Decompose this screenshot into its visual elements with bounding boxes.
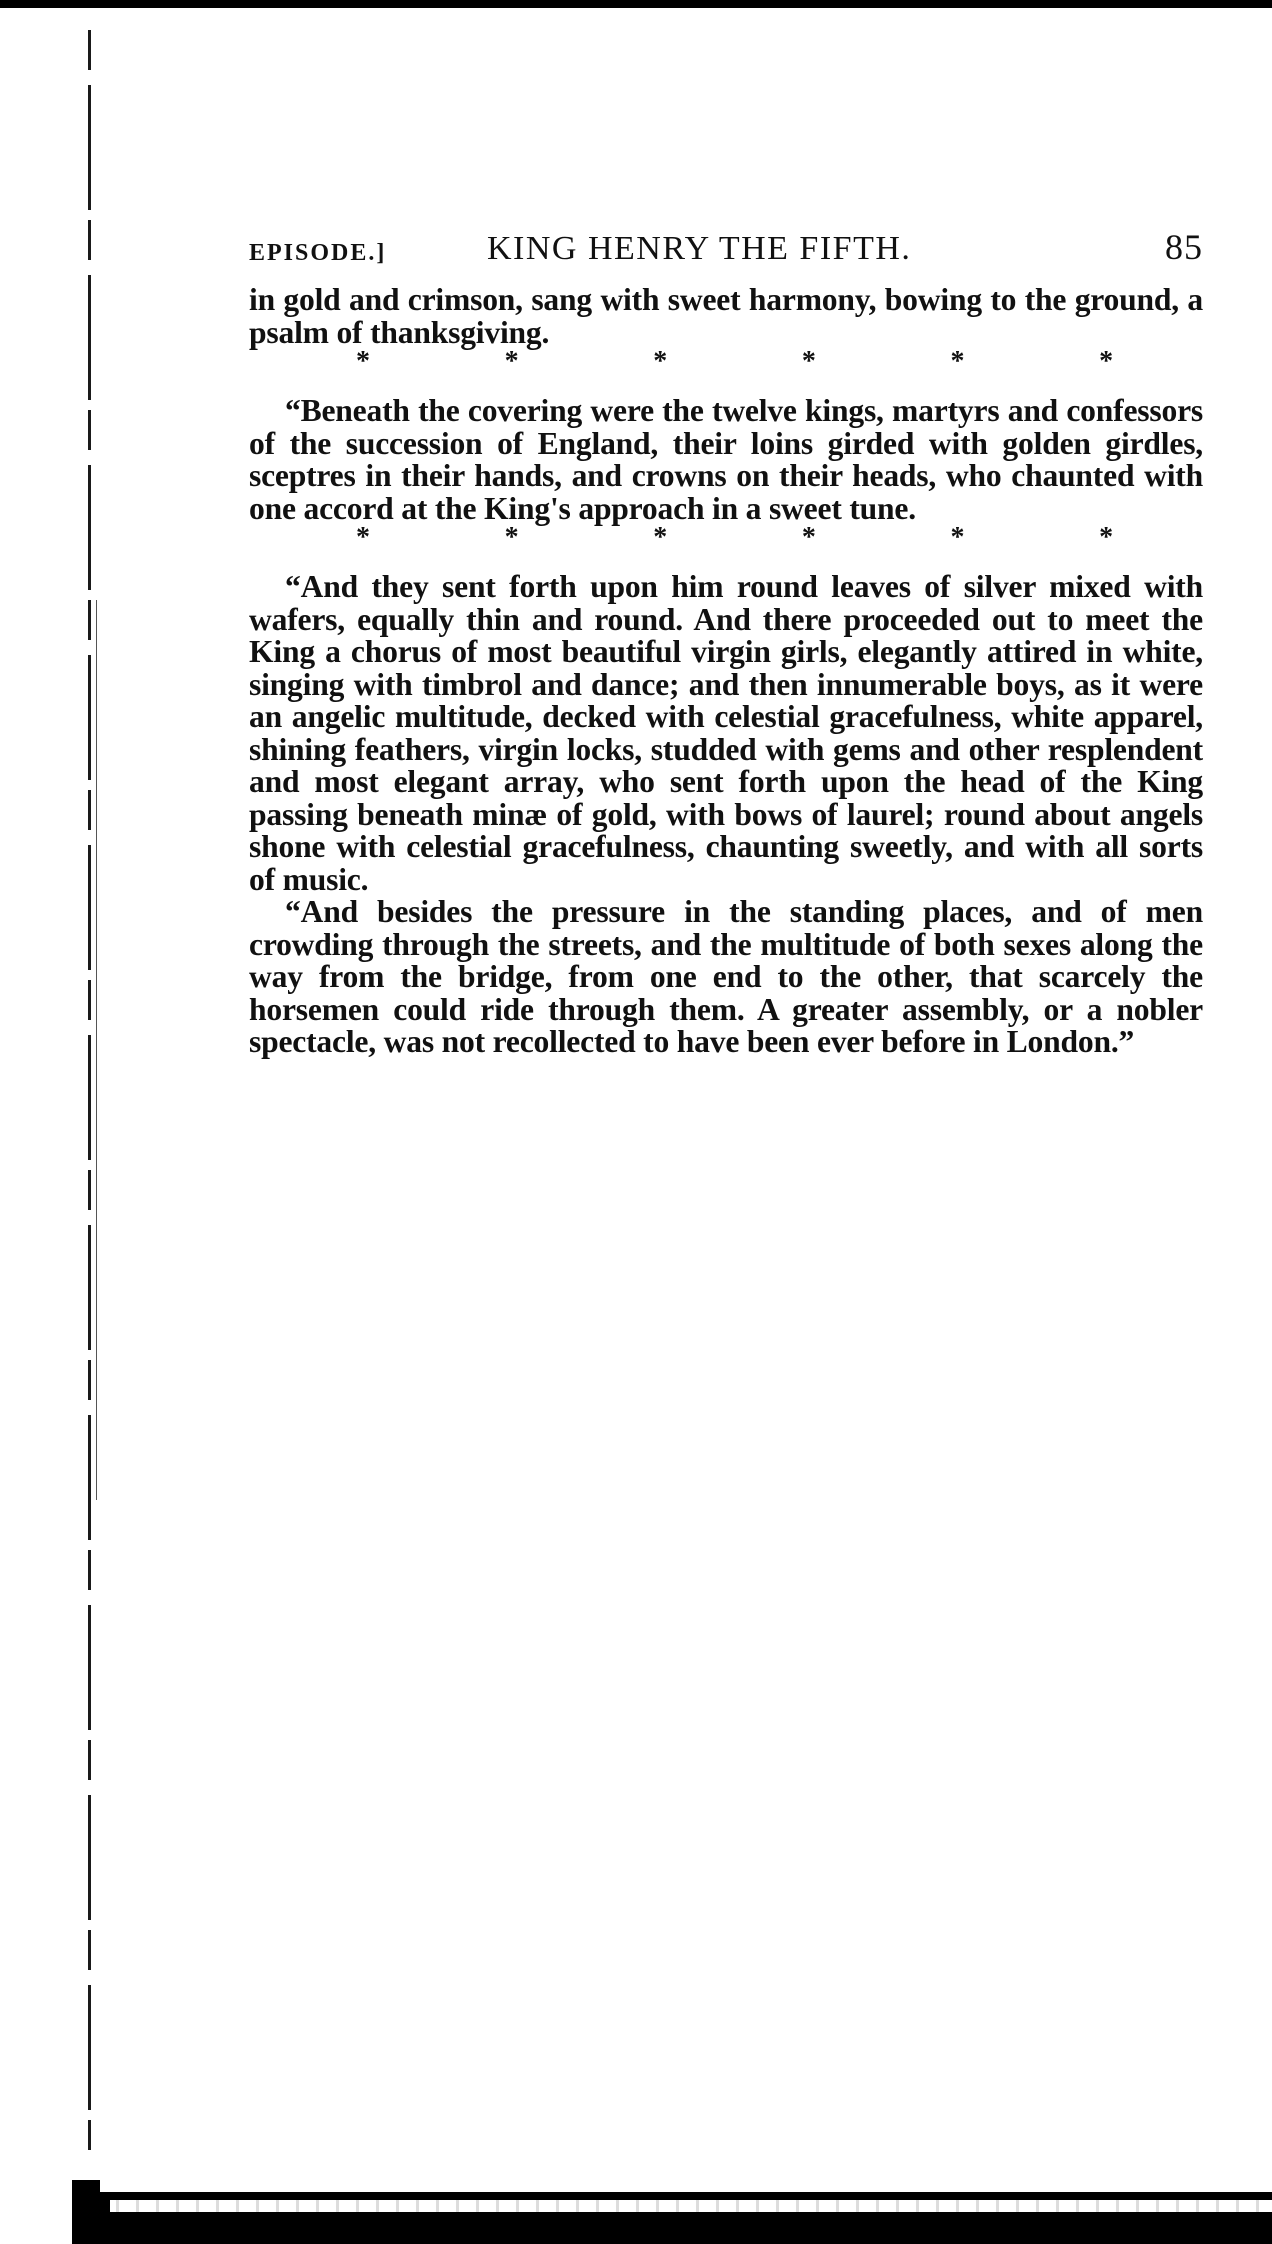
ellipsis-mark: * [356,346,370,377]
paragraph-3: “And they sent forth upon him round leaves of silver mixed with wafers, equally thin and round. And there proceeded out to meet the King a chorus of most beautiful virgin girls, elegantly attired in white, singing with timbrol and dance; and then innumerable boys, as it were an angelic multitude, decked with celestial gracefulness, white apparel, shining feathers, virgin locks, studded with gems and other resplendent and most elegant array, who sent forth upon the head of the King passing beneath minæ of gold, with bows of laurel; round about angels shone with celestial gracefulness, chaunting sweetly, and with all sorts of music. [249,569,1203,897]
binding-gutter-line-thin [96,600,97,1500]
running-head [249,226,1203,274]
page-top-border [0,0,1272,8]
binding-gutter-line [88,30,91,2150]
page-number: 85 [1165,227,1203,267]
ellipsis-mark: * [504,346,519,377]
ellipsis-mark: * [653,522,668,553]
ellipsis-mark: * [653,346,668,377]
paragraph-2: “Beneath the covering were the twelve kings, martyrs and confessors of the succession of England, their loins girded with golden girdles, sceptres in their hands, and crowns on their heads, who chaunted with one accord at the King's approach in a sweet tune. [249,393,1203,526]
ellipsis-mark: * [801,346,816,377]
running-head-episode: EPISODE.] [249,240,387,266]
ellipsis-mark: * [801,522,816,553]
page-bottom-border [80,2192,1272,2244]
ellipsis-mark: * [356,522,370,553]
ellipsis-mark: * [950,346,965,377]
ellipsis-mark: * [504,522,519,553]
running-head-title: KING HENRY THE FIFTH. [487,230,912,267]
ellipsis-mark: * [1099,346,1113,377]
paragraph-4: “And besides the pressure in the standing places, and of men crowding through the streets, and the multitude of both sexes along the way from the bridge, from one end to the other, that scarcely the horsemen could ride through them. A greater assembly, or a nobler spectacle, was not recollected to have been ever before in London.” [249,894,1203,1059]
page-text-block [249,226,1203,1059]
body-text [249,284,1203,1059]
ellipsis-mark: * [950,522,965,553]
paragraph-1: in gold and crimson, sang with sweet harmony, bowing to the ground, a psalm of thanksgiving. [249,282,1203,350]
ellipsis-row-1 [249,346,1203,379]
ellipsis-row-2 [249,522,1203,555]
ellipsis-mark: * [1099,522,1113,553]
